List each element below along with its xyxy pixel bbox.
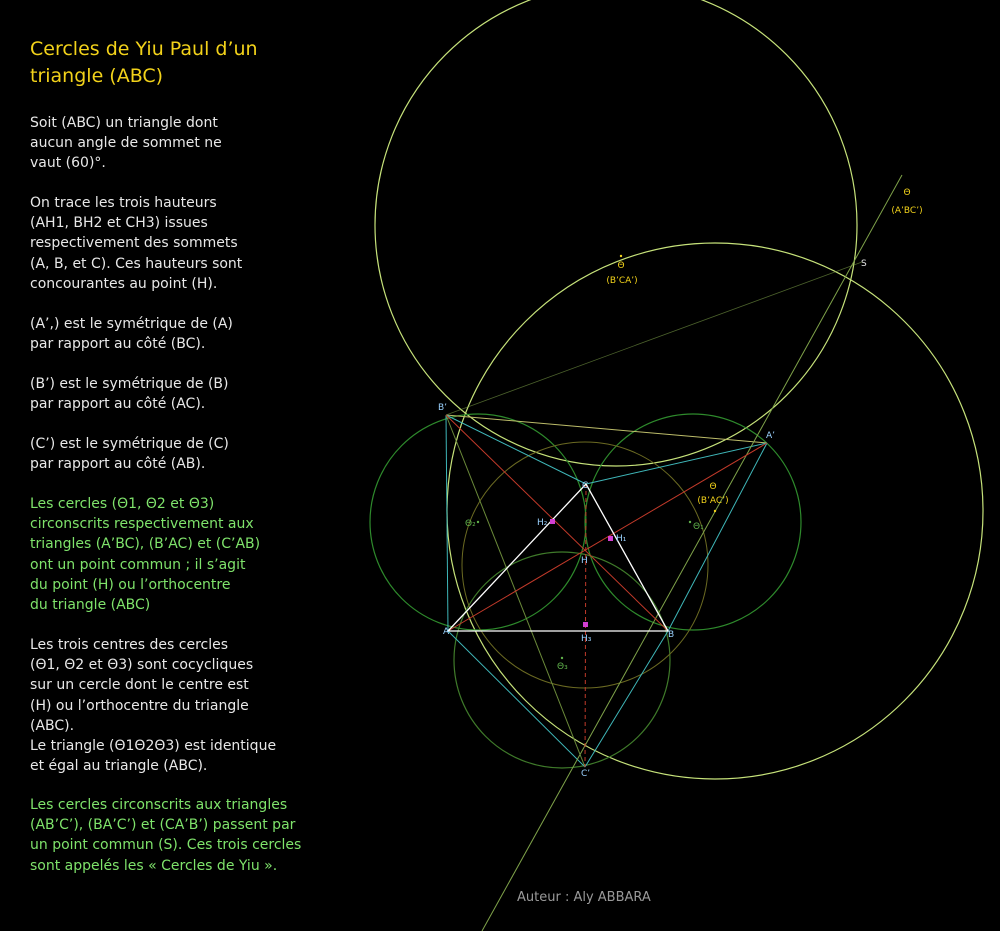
- label-theta-bca: Θ: [617, 261, 625, 271]
- right-angle-h3: [583, 622, 588, 627]
- label-theta1: Θ₁: [693, 522, 704, 532]
- label-s: S: [861, 259, 867, 269]
- point-labels: [438, 259, 867, 779]
- label-h: H: [581, 556, 588, 566]
- right-angle-h1: [608, 536, 613, 541]
- label-theta3: Θ₃: [557, 662, 568, 672]
- line-a-prime-b: [668, 443, 767, 631]
- label-c: C: [582, 481, 589, 491]
- b-prime-paragraph: (B’) est le symétrique de (B) par rapport au côté (AC).: [30, 376, 229, 413]
- label-h1: H₁: [616, 534, 627, 544]
- yiu-circles-paragraph: Les cercles circonscrits aux triangles (AB’C’), (BA’C’) et (CA’B’) passent par un point commun (S). Ces trois cercles sont appelés les « Cercles de Yiu ».: [30, 797, 302, 874]
- theta-circles-paragraph: Les cercles (Θ1, Θ2 et Θ3) circonscrits respectivement aux triangles (A’BC), (B’AC) et (C’AB) ont un point commun ; il s’agit du point (H) ou l’orthocentre du triangle (ABC): [30, 496, 261, 614]
- label-c-prime: C’: [581, 769, 591, 779]
- label-h2: H₂: [537, 518, 548, 528]
- altitudes-paragraph: On trace les trois hauteurs (AH1, BH2 et CH3) issues respectivement des sommets (A, B, et C). Ces hauteurs sont concourantes au point (H).: [30, 195, 243, 292]
- intro-paragraph: Soit (ABC) un triangle dont aucun angle de sommet ne vaut (60)°.: [30, 115, 222, 172]
- label-theta-abc: Θ: [903, 188, 911, 198]
- yiu-circle-cab: [375, 0, 857, 466]
- label-theta2: Θ₂: [465, 519, 476, 529]
- label-h3: H₃: [581, 634, 592, 644]
- c-prime-paragraph: (C’) est le symétrique de (C) par rapport au côté (AB).: [30, 436, 229, 473]
- a-prime-paragraph: (A’,) est le symétrique de (A) par rapport au côté (BC).: [30, 316, 233, 353]
- label-a-prime: A’: [766, 431, 776, 441]
- label-b: B: [668, 630, 675, 640]
- line-a-c-prime: [448, 631, 585, 767]
- centers-paragraph: Les trois centres des cercles (Θ1, Θ2 et Θ3) sont cocycliques sur un cercle dont le centre est (H) ou l’orthocentre du triangle (ABC). Le triangle (Θ1Θ2Θ3) est identique et égal au triangle (ABC).: [30, 637, 277, 775]
- label-theta-bac-sub: (B’AC’): [697, 496, 729, 506]
- label-theta-bca-sub: (B’CA’): [606, 276, 638, 286]
- label-theta-bac: Θ: [709, 482, 717, 492]
- theta3-circle: [454, 552, 670, 768]
- label-theta-abc-sub: (A’BC’): [891, 206, 923, 216]
- line-s-b-prime: [446, 262, 862, 415]
- author-credit: Auteur : Aly ABBARA: [517, 890, 651, 905]
- label-b-prime: B’: [438, 403, 448, 413]
- right-angle-h2: [550, 519, 555, 524]
- page-title: Cercles de Yiu Paul d’un triangle (ABC): [30, 38, 258, 87]
- segment-a-a-prime: [448, 443, 767, 631]
- triangle-abc: [448, 484, 668, 631]
- label-a: A: [443, 627, 450, 637]
